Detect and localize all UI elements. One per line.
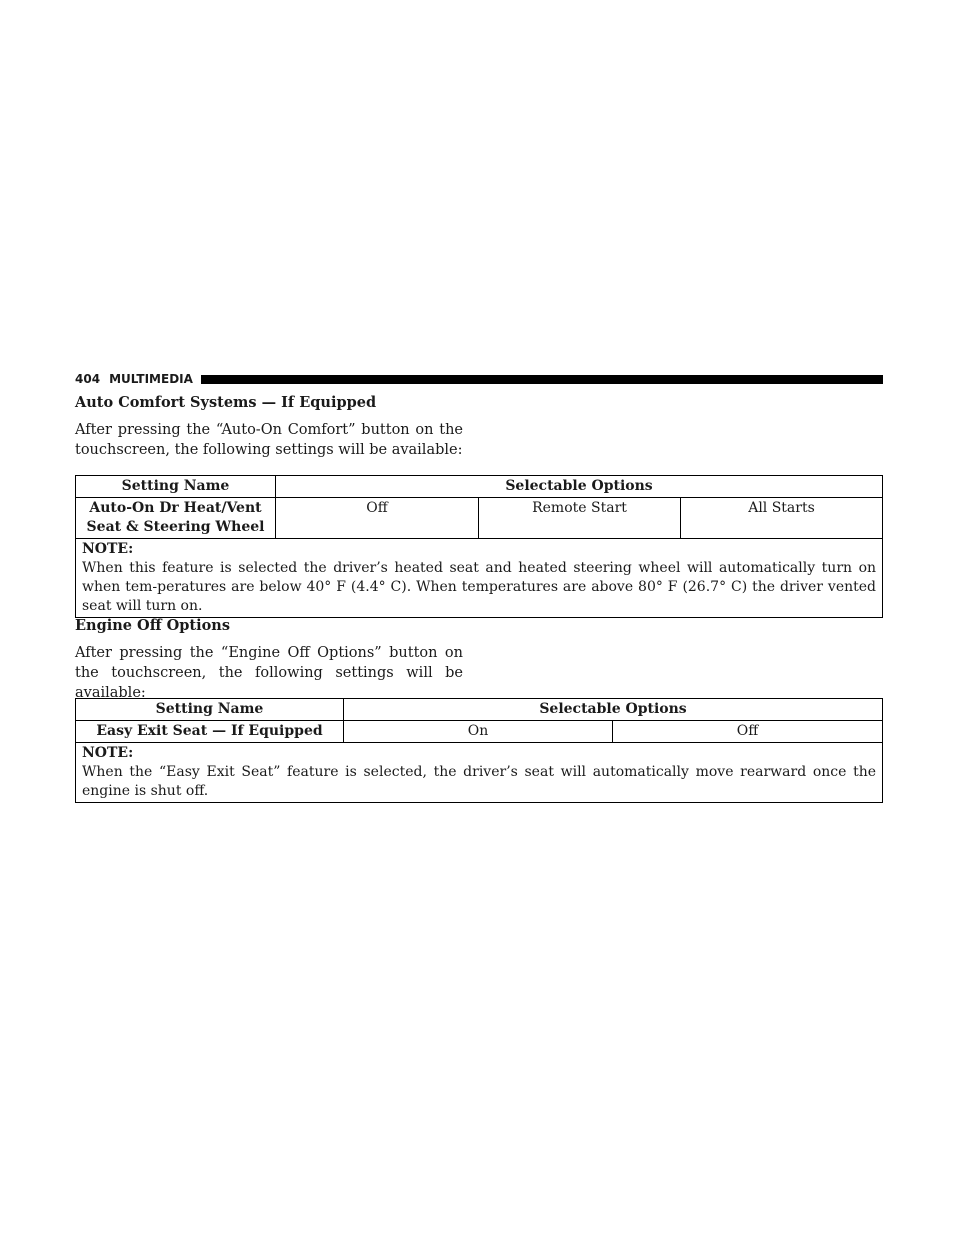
setting-name-line1: Auto-On Dr Heat/Vent: [89, 500, 262, 516]
option-off: Off: [613, 721, 883, 743]
auto-comfort-intro: After pressing the “Auto-On Comfort” button on the touchscreen, the following settings will be available:: [75, 422, 463, 458]
section-title: MULTIMEDIA: [109, 372, 193, 386]
table-header-row: [76, 476, 883, 498]
engine-off-heading: Engine Off Options: [75, 617, 230, 634]
engine-off-table: [75, 698, 883, 803]
setting-name-cell: [76, 498, 276, 539]
note-cell: [76, 743, 883, 803]
table-header-row: [76, 699, 883, 721]
note-label: NOTE:: [82, 745, 134, 761]
note-row: [76, 539, 883, 618]
setting-name-cell: Easy Exit Seat — If Equipped: [76, 721, 344, 743]
column-header-selectable-options: Selectable Options: [276, 476, 883, 498]
option-on: On: [344, 721, 613, 743]
header-rule: [201, 375, 883, 384]
note-row: [76, 743, 883, 803]
option-all-starts: All Starts: [681, 498, 883, 539]
page-number: 404: [75, 372, 101, 386]
note-label: NOTE:: [82, 541, 134, 557]
option-off: Off: [276, 498, 479, 539]
column-header-setting-name: Setting Name: [76, 699, 344, 721]
setting-name-line2: Seat & Steering Wheel: [86, 519, 265, 535]
column-header-selectable-options: Selectable Options: [344, 699, 883, 721]
note-cell: [76, 539, 883, 618]
table-row: [76, 498, 883, 539]
auto-comfort-heading: Auto Comfort Systems — If Equipped: [75, 394, 377, 411]
page-header: [75, 372, 883, 386]
option-remote-start: Remote Start: [479, 498, 681, 539]
auto-comfort-table: [75, 475, 883, 618]
note-text: When this feature is selected the driver’s heated seat and heated steering wheel will automatically turn on when tem-peratures are below 40° F (4.4° C). When temperatures are above 80° F (26.7° C) the driver vented seat will turn on.: [82, 560, 877, 614]
column-header-setting-name: Setting Name: [76, 476, 276, 498]
note-text: When the “Easy Exit Seat” feature is selected, the driver’s seat will automatically move rearward once the engine is shut off.: [82, 764, 876, 799]
table-row: [76, 721, 883, 743]
engine-off-intro: After pressing the “Engine Off Options” button on the touchscreen, the following settings will be available:: [75, 645, 463, 701]
